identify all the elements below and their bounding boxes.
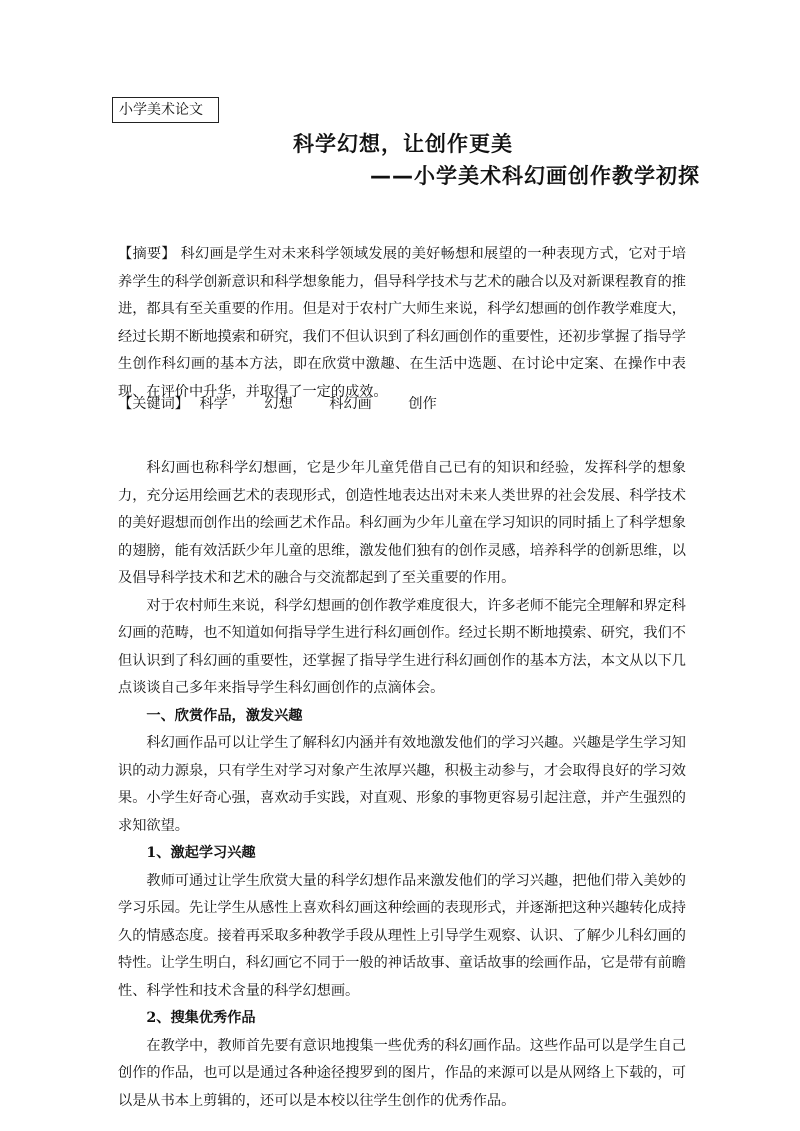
main-body	[118, 455, 686, 1115]
keyword-item: 科幻画	[329, 396, 372, 412]
paper-title: 科学幻想，让创作更美	[293, 132, 513, 156]
abstract-section	[118, 241, 686, 406]
abstract-text: 科幻画是学生对未来科学领域发展的美好畅想和展望的一种表现方式，它对于培养学生的科学创新意识和科学想象能力，倡导科学技术与艺术的融合以及对新课程教育的推进，都具有至关重要的作用。但是对于农村广大师生来说，科学幻想画的创作教学难度大，经过长期不断地摸索和研究，我们不但认识到了科幻画创作的重要性，还初步掌握了指导学生创作科幻画的基本方法，即在欣赏中激趣、在生活中选题、在讨论中定案、在操作中表现、在评价中升华，并取得了一定的成效。	[118, 246, 686, 400]
body-paragraph: 教师可通过让学生欣赏大量的科学幻想作品来激发他们的学习兴趣，把他们带入美妙的学习乐园。先让学生从感性上喜欢科幻画这种绘画的表现形式，并逐渐把这种兴趣转化成持久的情感态度。接着再采取多种教学手段从理性上引导学生观察、认识、了解少儿科幻画的特性。让学生明白，科幻画它不同于一般的神话故事、童话故事的绘画作品，它是带有前瞻性、科学性和技术含量的科学幻想画。	[118, 872, 686, 999]
keywords-section	[118, 391, 686, 419]
keywords-label: 【关键词】	[118, 396, 189, 412]
body-paragraph: 对于农村师生来说，科学幻想画的创作教学难度很大，许多老师不能完全理解和界定科幻画的范畴，也不知道如何指导学生进行科幻画创作。经过长期不断地摸索、研究，我们不但认识到了科幻画的重要性，还掌握了指导学生进行科幻画创作的基本方法，本文从以下几点谈谈自己多年来指导学生科幻画创作的点滴体会。	[118, 597, 686, 696]
keyword-item: 幻想	[264, 396, 293, 412]
body-paragraph: 科幻画也称科学幻想画，它是少年儿童凭借自己已有的知识和经验，发挥科学的想象力，充分运用绘画艺术的表现形式，创造性地表达出对未来人类世界的社会发展、科学技术的美好遐想而创作出的绘画艺术作品。科幻画为少年儿童在学习知识的同时插上了科学想象的翅膀，能有效活跃少年儿童的思维，激发他们独有的创作灵感，培养科学的创新思维，以及倡导科学技术和艺术的融合与交流都起到了至关重要的作用。	[118, 460, 686, 586]
category-tag: 小学美术论文	[112, 97, 219, 123]
body-paragraph: 在教学中，教师首先要有意识地搜集一些优秀的科幻画作品。这些作品可以是学生自己创作的作品，也可以是通过各种途径搜罗到的图片，作品的来源可以是从网络上下载的，可以是从书本上剪辑的，还可以是本校以往学生创作的优秀作品。	[118, 1037, 686, 1109]
keyword-item: 创作	[408, 396, 437, 412]
subsection-heading: 1、激起学习兴趣	[146, 845, 256, 861]
keyword-item: 科学	[199, 396, 228, 412]
subsection-heading: 2、搜集优秀作品	[146, 1010, 256, 1026]
body-paragraph: 科幻画作品可以让学生了解科幻内涵并有效地激发他们的学习兴趣。兴趣是学生学习知识的动力源泉，只有学生对学习对象产生浓厚兴趣，积极主动参与，才会取得良好的学习效果。小学生好奇心强，喜欢动手实践，对直观、形象的事物更容易引起注意，并产生强烈的求知欲望。	[118, 735, 686, 834]
section-heading: 一、欣赏作品，激发兴趣	[146, 707, 303, 724]
abstract-label: 【摘要】	[118, 246, 176, 262]
paper-subtitle: ——小学美术科幻画创作教学初探	[370, 164, 700, 188]
